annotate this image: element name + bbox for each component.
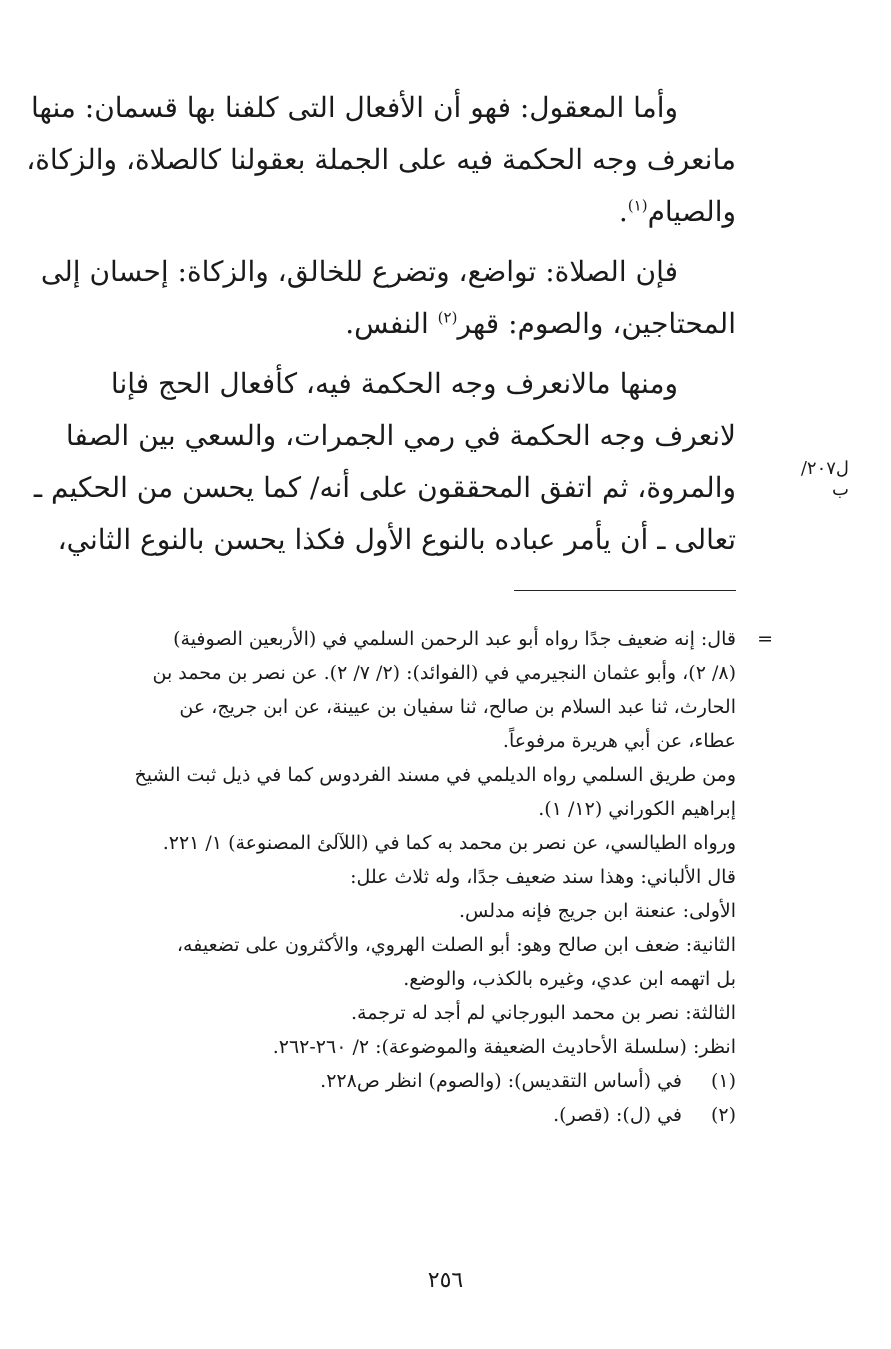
footnote-1	[60, 1064, 736, 1098]
footnote-ref-1: (١)	[627, 196, 648, 215]
text-line: لانعرف وجه الحكمة في رمي الجمرات، والسعي بين الصفا	[65, 419, 736, 452]
footnote-continuation-mark: =	[757, 628, 773, 650]
footnote-line: الأولى: عنعنة ابن جريج فإنه مدلس.	[458, 900, 736, 922]
footnote-line: الثانية: ضعف ابن صالح وهو: أبو الصلت الهروي، والأكثرون على تضعيفه،	[176, 934, 736, 956]
footnote-number: (١)	[710, 1070, 736, 1092]
text-line: مانعرف وجه الحكمة فيه على الجملة بعقولنا كالصلاة، والزكاة،	[26, 143, 736, 176]
text-line	[345, 307, 736, 340]
footnote-text: في (أساس التقديس): (والصوم) انظر ص٢٢٨.	[320, 1070, 682, 1092]
footnote-line: عطاء، عن أبي هريرة مرفوعاً.	[502, 730, 736, 752]
footnote-line: بل اتهمه ابن عدي، وغيره بالكذب، والوضع.	[403, 968, 736, 990]
footnote-line: ورواه الطيالسي، عن نصر بن محمد به كما في (اللآلئ المصنوعة) ١/ ٢٢١.	[162, 832, 736, 854]
main-text	[26, 82, 736, 574]
text-fragment: والصيام	[647, 195, 736, 228]
text-fragment: .	[618, 195, 628, 228]
footnote-line: إبراهيم الكوراني (١٢/ ١).	[538, 798, 736, 820]
footnotes	[60, 622, 736, 1132]
footnote-text: في (ل): (قصر).	[553, 1104, 682, 1126]
page-number: ٢٥٦	[427, 1268, 464, 1293]
text-line: فإن الصلاة: تواضع، وتضرع للخالق، والزكاة: إحسان إلى	[40, 255, 678, 288]
text-line: تعالى ـ أن يأمر عباده بالنوع الأول فكذا يحسن بالنوع الثاني،	[57, 523, 736, 556]
footnote-line: ومن طريق السلمي رواه الديلمي في مسند الفردوس كما في ذيل ثبت الشيخ	[134, 764, 736, 786]
footnote-line: (٨/ ٢)، وأبو عثمان النجيرمي في (الفوائد): (٢/ ٧/ ٢). عن نصر بن محمد بن	[152, 662, 736, 684]
footnote-line: الثالثة: نصر بن محمد البورجاني لم أجد له ترجمة.	[350, 1002, 736, 1024]
text-line: ومنها مالانعرف وجه الحكمة فيه، كأفعال الحج فإنا	[110, 367, 678, 400]
manuscript-folio-note: ل٢٠٧/ب	[800, 458, 849, 500]
footnote-line: قال: إنه ضعيف جدًا رواه أبو عبد الرحمن السلمي في (الأربعين الصوفية)	[173, 628, 736, 650]
footnote-2	[60, 1098, 736, 1132]
text-line: وأما المعقول: فهو أن الأفعال التى كلفنا بها قسمان: منها	[31, 91, 678, 124]
paragraph-3	[33, 358, 736, 566]
footnote-separator	[514, 590, 736, 591]
text-fragment: المحتاجين، والصوم: قهر	[457, 307, 736, 340]
footnote-ref-2: (٢)	[437, 308, 458, 327]
footnote-line: قال الألباني: وهذا سند ضعيف جدًا، وله ثلاث علل:	[350, 866, 736, 888]
text-fragment: النفس.	[345, 307, 438, 340]
footnote-number: (٢)	[710, 1104, 736, 1126]
text-line	[619, 195, 736, 228]
paragraph-1	[26, 82, 736, 238]
footnote-line: انظر: (سلسلة الأحاديث الضعيفة والموضوعة): ٢/ ٢٦٠-٢٦٢.	[272, 1036, 736, 1058]
paragraph-2	[40, 246, 736, 350]
text-line: والمروة، ثم اتفق المحققون على أنه/ كما يحسن من الحكيم ـ	[33, 471, 736, 504]
footnote-line: الحارث، ثنا عبد السلام بن صالح، ثنا سفيان بن عيينة، عن ابن جريج، عن	[179, 696, 736, 718]
